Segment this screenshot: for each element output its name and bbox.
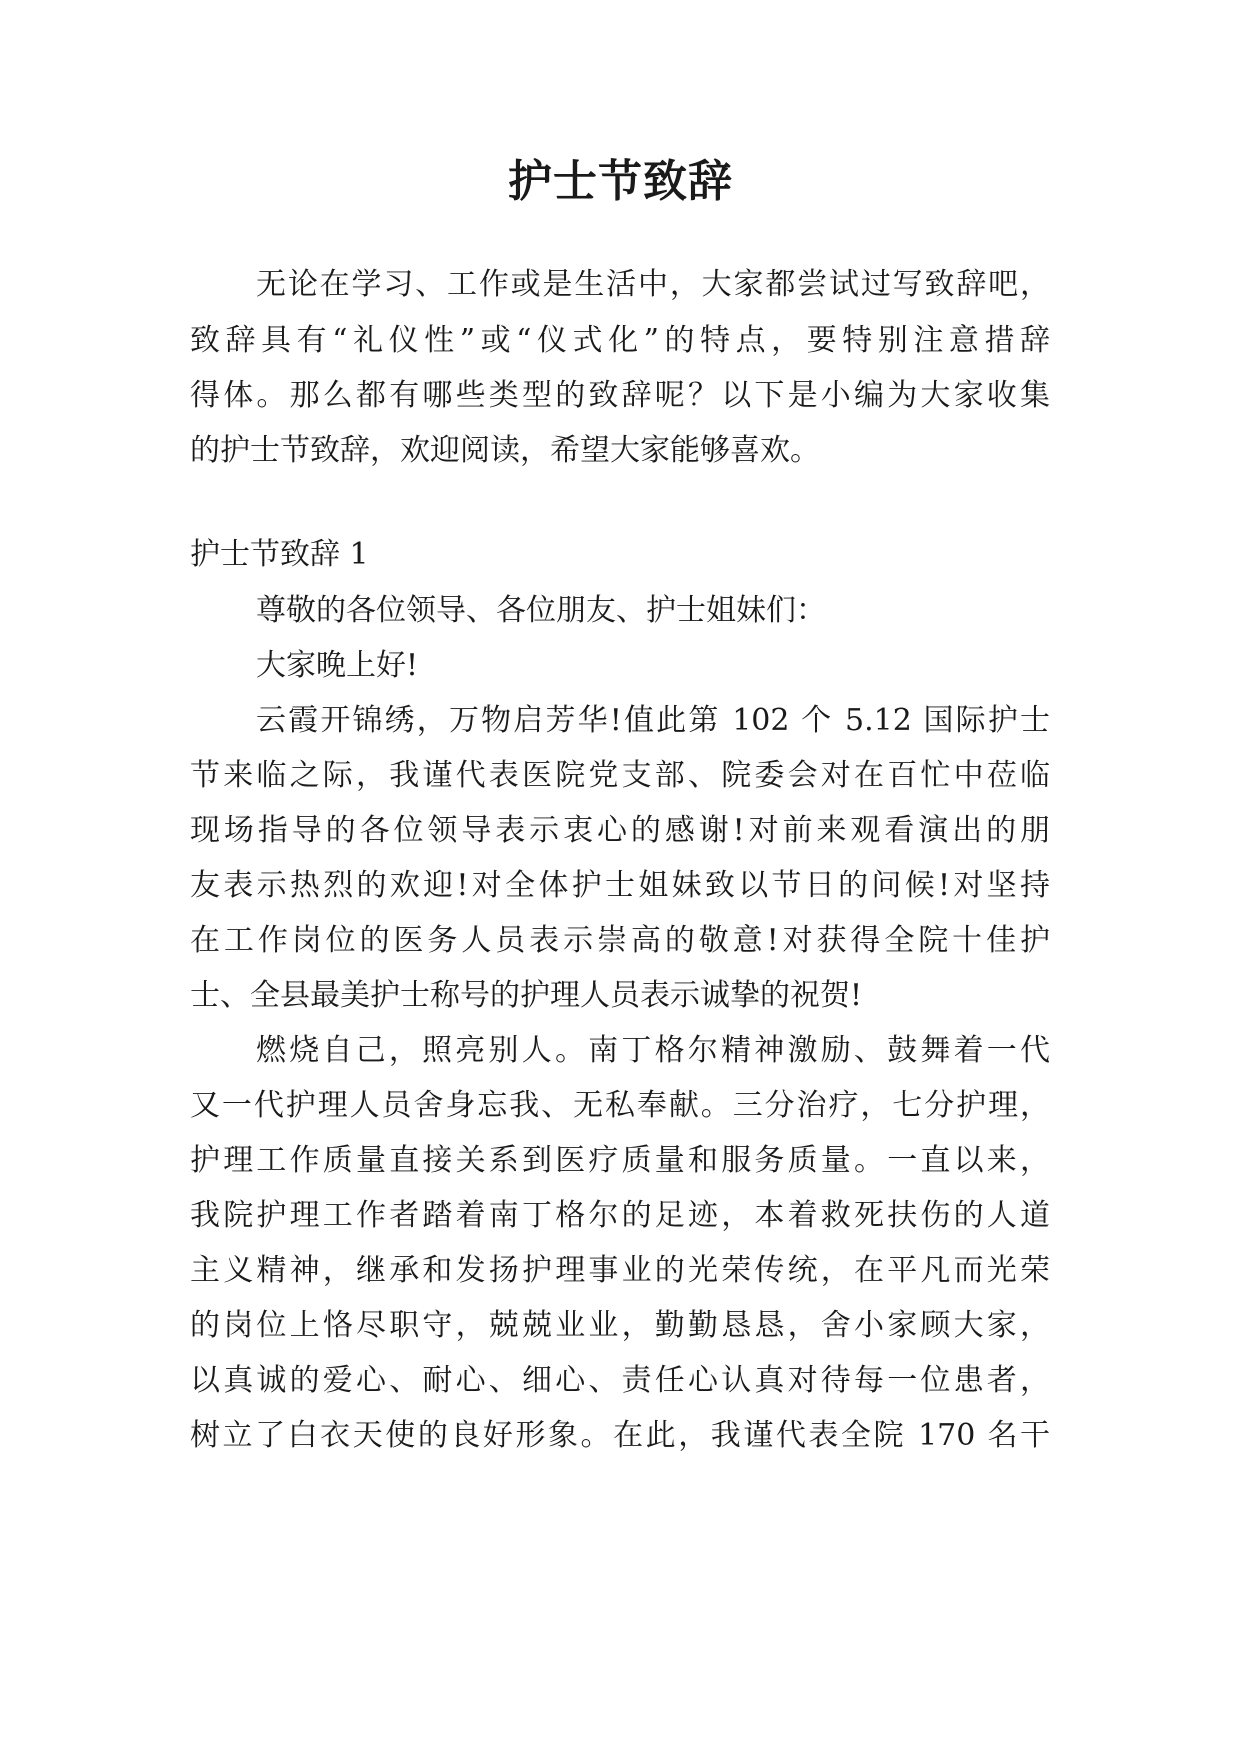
paragraph-line: 友表示热烈的欢迎!对全体护士姐妹致以节日的问候!对坚持 [190,868,1050,903]
paragraph-line: 我院护理工作者踏着南丁格尔的足迹，本着救死扶伤的人道 [190,1198,1050,1233]
intro-line: 的护士节致辞，欢迎阅读，希望大家能够喜欢。 [190,433,820,468]
intro-line: 无论在学习、工作或是生活中，大家都尝试过写致辞吧， [256,267,1050,302]
paragraph-line: 主义精神，继承和发扬护理事业的光荣传统，在平凡而光荣 [190,1253,1050,1288]
paragraph-line: 云霞开锦绣，万物启芳华!值此第 102 个 5.12 国际护士 [256,703,1050,738]
section-heading: 护士节致辞 1 [190,537,369,572]
paragraph-line: 节来临之际，我谨代表医院党支部、院委会对在百忙中莅临 [190,758,1050,793]
paragraph-line: 以真诚的爱心、耐心、细心、责任心认真对待每一位患者， [190,1363,1050,1398]
document-title: 护士节致辞 [508,156,733,207]
paragraph-line: 又一代护理人员舍身忘我、无私奉献。三分治疗，七分护理， [190,1088,1050,1123]
paragraph-line: 士、全县最美护士称号的护理人员表示诚挚的祝贺! [190,978,863,1013]
paragraph-line: 在工作岗位的医务人员表示崇高的敬意!对获得全院十佳护 [190,923,1050,958]
intro-line: 得体。那么都有哪些类型的致辞呢？以下是小编为大家收集 [190,378,1050,413]
intro-line: 致辞具有“礼仪性”或“仪式化”的特点，要特别注意措辞 [190,323,1050,358]
salutation: 大家晚上好! [256,648,419,683]
paragraph-line: 护理工作质量直接关系到医疗质量和服务质量。一直以来， [190,1143,1050,1178]
paragraph-line: 的岗位上恪尽职守，兢兢业业，勤勤恳恳，舍小家顾大家， [190,1308,1050,1343]
paragraph-line: 燃烧自己，照亮别人。南丁格尔精神激励、鼓舞着一代 [256,1033,1050,1068]
paragraph-line: 现场指导的各位领导表示衷心的感谢!对前来观看演出的朋 [190,813,1050,848]
greeting: 尊敬的各位领导、各位朋友、护士姐妹们： [256,593,826,628]
paragraph-line: 树立了白衣天使的良好形象。在此，我谨代表全院 170 名干 [190,1418,1050,1453]
